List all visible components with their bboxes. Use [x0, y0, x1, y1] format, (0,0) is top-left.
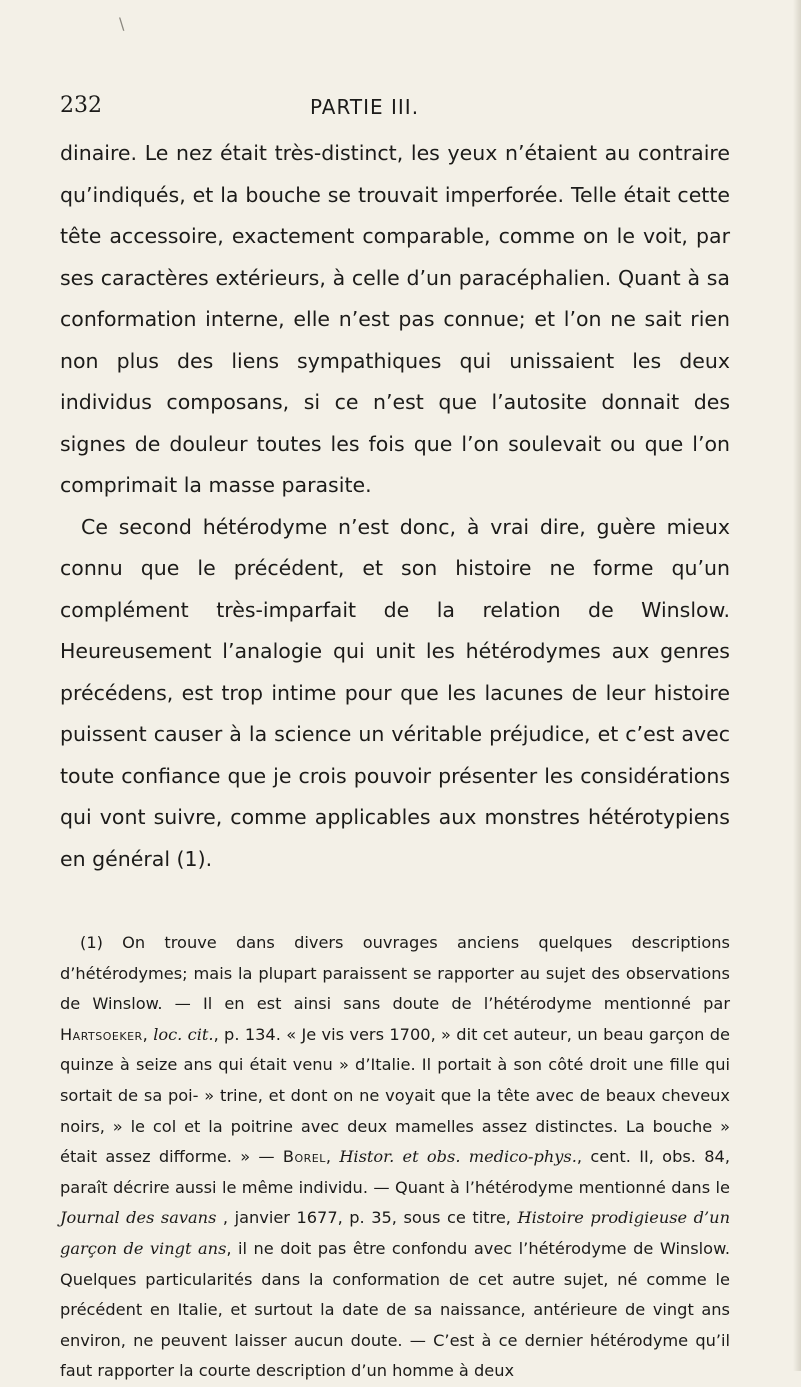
page-header — [60, 93, 700, 123]
citation-loc-cit: loc. cit. — [153, 1024, 214, 1044]
footnote-text-7: , il ne doit pas être confondu avec l’hétérodyme de Winslow. Quelques particularités dans la conformation de cet autre sujet, né comme le précédent en Italie, et surtout la date de sa naissance, antérieure de vingt ans environ, ne peuvent laisser aucun doute. — C’est à ce dernier hétérodyme qu’il faut rapporter la courte description d’un homme à deux — [60, 1238, 730, 1381]
main-text — [60, 133, 730, 880]
footnote — [60, 928, 730, 1387]
citation-histor: Histor. et obs. medico-phys. — [339, 1147, 577, 1167]
running-head: PARTIE III. — [310, 95, 420, 119]
footnote-text-2: , — [142, 1024, 148, 1044]
footnote-text-5: , cent. II, obs. 84, paraît décrire aussi le même individu. — Quant à l’hétérodyme mentionné dans le — [60, 1147, 730, 1197]
author-hartsoeker: Hartsoeker — [60, 1024, 143, 1044]
author-borel: Borel — [282, 1147, 326, 1167]
margin-mark: \ — [119, 14, 125, 33]
footnote-text-3: , p. 134. « Je vis vers 1700, » dit cet auteur, un beau garçon de quinze à seize ans qui était venu » d’Italie. Il portait à son côté droit une fille qui sortait de sa poi- » trine, et dont on ne voyait que la tête avec de beaux cheveux noirs, » le col et la poitrine avec deux mamelles assez distinctes. La bouche » était assez difforme. » — — [60, 1024, 730, 1167]
footnote-text-6: , janvier 1677, p. 35, sous ce titre, — [222, 1208, 511, 1228]
footnote-paragraph — [60, 928, 730, 1387]
paragraph-2: Ce second hétérodyme n’est donc, à vrai dire, guère mieux connu que le précédent, et son histoire ne forme qu’un complément très-imparfait de la relation de Winslow. Heureusement l’analogie qui unit les hétérodymes aux genres précédens, est trop intime pour que les lacunes de leur histoire puissent causer à la science un véritable préjudice, et c’est avec toute confiance que je crois pouvoir présenter les considérations qui vont suivre, comme applicables aux monstres hétérotypiens en général (1). — [60, 514, 730, 871]
footnote-text-1: (1) On trouve dans divers ouvrages anciens quelques descriptions d’hétérodymes; mais la plupart paraissent se rapporter au sujet des observations de Winslow. — Il en est ainsi sans doute de l’hétérodyme mentionné par — [60, 933, 730, 1014]
paragraph-1: dinaire. Le nez était très-distinct, les yeux n’étaient au contraire qu’indiqués, et la bouche se trouvait imperforée. Telle était cette tête accessoire, exactement comparable, comme on le voit, par ses caractères extérieurs, à celle d’un paracéphalien. Quant à sa conformation interne, elle n’est pas connue; et l’on ne sait rien non plus des liens sympathiques qui unissaient les deux individus composans, si ce n’est que l’autosite donnait des signes de douleur toutes les fois que l’on soulevait ou que l’on comprimait la masse parasite. — [60, 141, 730, 497]
page-edge-shadow — [793, 0, 801, 1371]
citation-histoire: Histoire prodigieuse d’un garçon de vingt ans — [60, 1208, 730, 1258]
footnote-text-4: , — [325, 1147, 332, 1167]
citation-journal: Journal des savans — [60, 1208, 217, 1228]
page-number: 232 — [60, 93, 102, 118]
